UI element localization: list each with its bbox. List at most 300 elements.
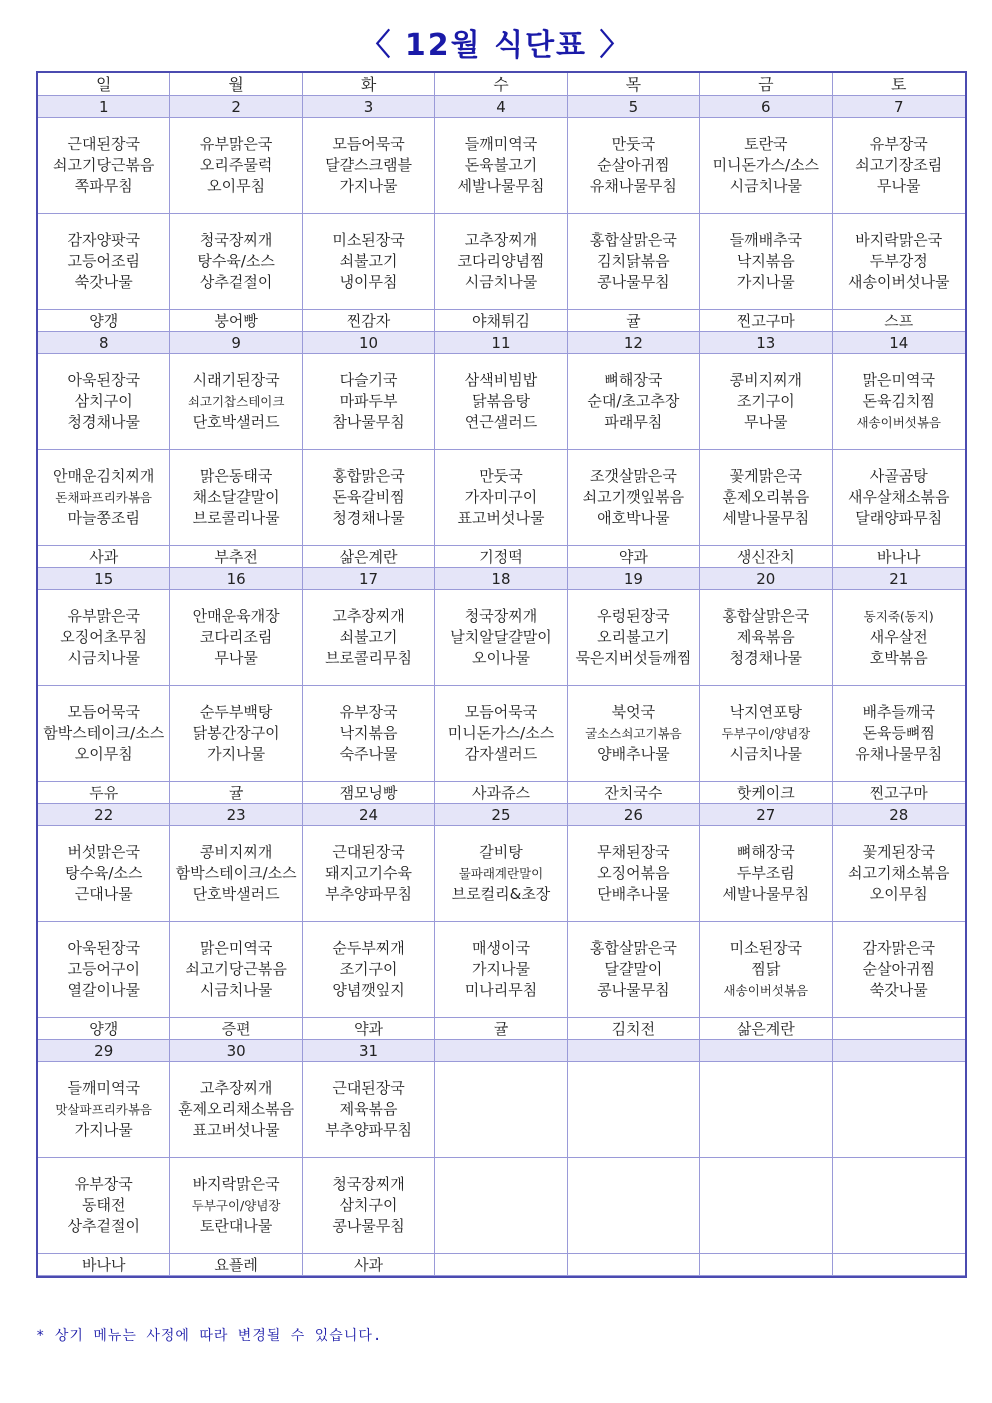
snack-cell — [568, 1254, 700, 1276]
menu-item: 모듬어묵국 — [67, 703, 140, 721]
menu-item: 시금치나물 — [729, 745, 803, 763]
snack-row — [38, 1254, 965, 1276]
weekday-header: 일 — [38, 73, 170, 96]
menu-item: 돈육등뼈찜 — [862, 724, 935, 742]
date-cell — [700, 1040, 832, 1062]
snack-cell: 양갱 — [38, 1018, 170, 1040]
lunch-cell — [568, 1062, 700, 1158]
menu-item: 순두부백탕 — [199, 703, 273, 721]
menu-item: 단호박샐러드 — [192, 413, 280, 431]
snack-cell: 찐감자 — [303, 310, 435, 332]
snack-cell: 약과 — [568, 546, 700, 568]
dinner-cell — [38, 922, 170, 1018]
snack-cell: 기정떡 — [435, 546, 567, 568]
menu-item: 상추겉절이 — [199, 273, 273, 291]
menu-item: 돼지고기수육 — [325, 864, 413, 882]
lunch-cell — [303, 590, 435, 686]
lunch-row — [38, 118, 965, 214]
date-cell: 5 — [568, 96, 700, 118]
menu-item: 오이나물 — [471, 649, 530, 667]
weekday-header-row — [38, 73, 965, 96]
date-cell: 28 — [833, 804, 965, 826]
menu-item: 냉이무침 — [339, 273, 398, 291]
lunch-cell — [303, 1062, 435, 1158]
menu-item: 채소달걀말이 — [192, 488, 280, 506]
menu-item: 오징어볶음 — [597, 864, 670, 882]
menu-item: 부추양파무침 — [325, 1121, 413, 1139]
menu-item: 조기구이 — [736, 392, 795, 410]
menu-item: 뼈해장국 — [604, 371, 663, 389]
menu-item: 맑은미역국 — [862, 371, 935, 389]
menu-item: 새송이버섯나물 — [848, 273, 950, 291]
menu-item: 토란대나물 — [199, 1217, 273, 1235]
menu-item: 안매운김치찌개 — [52, 467, 155, 485]
menu-item: 들깨배추국 — [729, 231, 803, 249]
menu-item: 닭볶음탕 — [471, 392, 530, 410]
menu-item: 두부조림 — [736, 864, 795, 882]
menu-item: 쇠고기당근볶음 — [52, 156, 155, 174]
menu-item: 안매운육개장 — [192, 607, 280, 625]
menu-item: 미니돈가스/소스 — [712, 156, 820, 174]
menu-item: 청국장찌개 — [332, 1175, 405, 1193]
dinner-row — [38, 1158, 965, 1254]
lunch-cell — [568, 590, 700, 686]
lunch-cell — [170, 354, 302, 450]
menu-item: 만둣국 — [479, 467, 523, 485]
date-cell: 23 — [170, 804, 302, 826]
menu-item: 찜닭 — [751, 960, 781, 978]
menu-item: 훈제오리볶음 — [722, 488, 810, 506]
menu-item: 순두부찌개 — [332, 939, 405, 957]
date-cell: 16 — [170, 568, 302, 590]
lunch-cell — [833, 590, 965, 686]
lunch-cell — [170, 1062, 302, 1158]
menu-item: 오리주물럭 — [199, 156, 273, 174]
menu-item: 낙지볶음 — [339, 724, 398, 742]
menu-item: 미니돈가스/소스 — [447, 724, 555, 742]
weekday-header: 월 — [170, 73, 302, 96]
menu-item: 쇠고기채소볶음 — [848, 864, 950, 882]
date-row — [38, 1040, 965, 1062]
snack-cell: 찐고구마 — [833, 782, 965, 804]
dinner-row — [38, 922, 965, 1018]
lunch-cell — [170, 826, 302, 922]
menu-item: 두부구이/양념장 — [721, 726, 811, 741]
menu-item: 달걀말이 — [604, 960, 663, 978]
menu-item: 순대/초고추장 — [587, 392, 680, 410]
menu-item: 바지락맑은국 — [192, 1175, 280, 1193]
date-cell: 24 — [303, 804, 435, 826]
dinner-cell — [303, 686, 435, 782]
menu-item: 세발나물무침 — [722, 509, 810, 527]
menu-item: 쇠고기깻잎볶음 — [582, 488, 685, 506]
menu-item: 동지죽(동지) — [863, 609, 934, 624]
menu-item: 가지나물 — [207, 745, 266, 763]
menu-item: 파래무침 — [604, 413, 663, 431]
snack-cell: 김치전 — [568, 1018, 700, 1040]
dinner-cell — [303, 1158, 435, 1254]
dinner-cell — [435, 450, 567, 546]
menu-item: 양념깻잎지 — [332, 981, 405, 999]
menu-item: 단호박샐러드 — [192, 885, 280, 903]
lunch-cell — [38, 118, 170, 214]
dinner-cell — [435, 1158, 567, 1254]
menu-item: 달래양파무침 — [855, 509, 943, 527]
menu-item: 마늘쫑조림 — [67, 509, 140, 527]
snack-cell: 귤 — [170, 782, 302, 804]
menu-item: 만둣국 — [611, 135, 656, 153]
footnote: * 상기 메뉴는 사정에 따라 변경될 수 있습니다. — [36, 1328, 383, 1344]
menu-item: 세발나물무침 — [722, 885, 810, 903]
lunch-cell — [833, 354, 965, 450]
menu-item: 홍합살맑은국 — [589, 939, 677, 957]
lunch-cell — [568, 826, 700, 922]
menu-item: 미소된장국 — [332, 231, 405, 249]
menu-item: 콩나물무침 — [597, 981, 670, 999]
menu-item: 가자미구이 — [464, 488, 538, 506]
lunch-cell — [303, 354, 435, 450]
weekday-header: 화 — [303, 73, 435, 96]
date-cell: 27 — [700, 804, 832, 826]
snack-cell: 스프 — [833, 310, 965, 332]
date-cell: 13 — [700, 332, 832, 354]
menu-item: 청경채나물 — [729, 649, 803, 667]
menu-item: 상추겉절이 — [67, 1217, 140, 1235]
weekday-header: 토 — [833, 73, 965, 96]
menu-item: 홍합살맑은국 — [589, 231, 677, 249]
menu-item: 무나물 — [214, 649, 258, 667]
menu-item: 쪽파무침 — [74, 177, 133, 195]
snack-cell: 바나나 — [833, 546, 965, 568]
menu-item: 맑은미역국 — [199, 939, 273, 957]
menu-item: 부추양파무침 — [325, 885, 413, 903]
date-cell: 6 — [700, 96, 832, 118]
menu-item: 고등어조림 — [67, 252, 140, 270]
date-cell: 18 — [435, 568, 567, 590]
snack-cell: 붕어빵 — [170, 310, 302, 332]
menu-item: 조갯살맑은국 — [589, 467, 677, 485]
snack-row — [38, 1018, 965, 1040]
dinner-cell — [833, 922, 965, 1018]
menu-item: 굴소스쇠고기볶음 — [585, 726, 682, 741]
menu-item: 달걀스크램블 — [325, 156, 413, 174]
menu-item: 동태전 — [81, 1196, 126, 1214]
menu-item: 콩비지찌개 — [729, 371, 803, 389]
menu-item: 모듬어묵국 — [332, 135, 405, 153]
lunch-cell — [303, 118, 435, 214]
menu-item: 오이무침 — [869, 885, 928, 903]
lunch-cell — [435, 826, 567, 922]
dinner-cell — [170, 214, 302, 310]
dinner-cell — [435, 686, 567, 782]
dinner-cell — [700, 922, 832, 1018]
weekday-header: 목 — [568, 73, 700, 96]
menu-item: 묵은지버섯들깨찜 — [575, 649, 692, 667]
lunch-cell — [833, 118, 965, 214]
menu-item: 삼색비빔밥 — [464, 371, 538, 389]
menu-item: 미소된장국 — [729, 939, 803, 957]
menu-item: 콩나물무침 — [597, 273, 670, 291]
dinner-row — [38, 686, 965, 782]
menu-item: 삼치구이 — [339, 1196, 398, 1214]
snack-cell — [435, 1254, 567, 1276]
menu-item: 오리불고기 — [597, 628, 670, 646]
menu-item: 감자샐러드 — [464, 745, 538, 763]
menu-item: 고추장찌개 — [464, 231, 538, 249]
snack-cell: 두유 — [38, 782, 170, 804]
snack-cell: 생신잔치 — [700, 546, 832, 568]
date-row — [38, 332, 965, 354]
menu-item: 새송이버섯볶음 — [856, 415, 941, 430]
dinner-cell — [833, 214, 965, 310]
dinner-cell — [38, 1158, 170, 1254]
menu-item: 유채나물무침 — [589, 177, 677, 195]
lunch-cell — [435, 590, 567, 686]
snack-cell: 약과 — [303, 1018, 435, 1040]
menu-item: 삼치구이 — [74, 392, 133, 410]
menu-item: 시금치나물 — [729, 177, 803, 195]
menu-item: 가지나물 — [736, 273, 795, 291]
menu-item: 순살아귀찜 — [597, 156, 670, 174]
lunch-cell — [303, 826, 435, 922]
dinner-cell — [833, 1158, 965, 1254]
menu-item: 유채나물무침 — [855, 745, 943, 763]
snack-cell: 사과쥬스 — [435, 782, 567, 804]
menu-item: 무채된장국 — [597, 843, 670, 861]
menu-item: 청경채나물 — [67, 413, 140, 431]
date-cell: 30 — [170, 1040, 302, 1062]
menu-item: 숙주나물 — [339, 745, 398, 763]
menu-item: 코다리양념찜 — [457, 252, 545, 270]
menu-item: 시금치나물 — [464, 273, 538, 291]
menu-item: 오이무침 — [74, 745, 133, 763]
snack-cell: 삶은계란 — [303, 546, 435, 568]
menu-item: 근대된장국 — [332, 843, 405, 861]
menu-item: 콩비지찌개 — [199, 843, 273, 861]
lunch-row — [38, 590, 965, 686]
snack-cell: 증편 — [170, 1018, 302, 1040]
menu-item: 돈육불고기 — [464, 156, 538, 174]
menu-item: 미나리무침 — [464, 981, 538, 999]
menu-item: 다슬기국 — [339, 371, 398, 389]
menu-item: 단배추나물 — [597, 885, 670, 903]
menu-item: 무나물 — [877, 177, 921, 195]
date-cell: 10 — [303, 332, 435, 354]
date-cell: 21 — [833, 568, 965, 590]
menu-item: 가지나물 — [339, 177, 398, 195]
date-cell: 22 — [38, 804, 170, 826]
date-cell: 25 — [435, 804, 567, 826]
menu-item: 근대나물 — [74, 885, 133, 903]
date-cell: 1 — [38, 96, 170, 118]
snack-cell: 요플레 — [170, 1254, 302, 1276]
menu-item: 쇠고기당근볶음 — [185, 960, 287, 978]
menu-item: 훈제오리채소볶음 — [178, 1100, 295, 1118]
lunch-cell — [170, 590, 302, 686]
lunch-row — [38, 826, 965, 922]
lunch-cell — [435, 118, 567, 214]
menu-item: 함박스테이크/소스 — [175, 864, 297, 882]
menu-item: 매생이국 — [471, 939, 530, 957]
menu-item: 유부장국 — [339, 703, 398, 721]
menu-item: 쇠고기찹스테이크 — [187, 394, 285, 409]
menu-item: 아욱된장국 — [67, 939, 140, 957]
menu-item: 제육볶음 — [736, 628, 795, 646]
snack-cell: 잼모닝빵 — [303, 782, 435, 804]
menu-item: 쇠불고기 — [339, 628, 398, 646]
menu-item: 가지나물 — [471, 960, 530, 978]
snack-cell: 삶은계란 — [700, 1018, 832, 1040]
lunch-cell — [38, 354, 170, 450]
lunch-cell — [38, 590, 170, 686]
menu-item: 토란국 — [744, 135, 788, 153]
date-row — [38, 568, 965, 590]
snack-row — [38, 782, 965, 804]
menu-table — [36, 71, 967, 1278]
dinner-cell — [170, 686, 302, 782]
dinner-cell — [568, 450, 700, 546]
dinner-cell — [568, 922, 700, 1018]
menu-item: 애호박나물 — [597, 509, 670, 527]
date-cell: 14 — [833, 332, 965, 354]
menu-item: 청경채나물 — [332, 509, 405, 527]
menu-item: 양배추나물 — [597, 745, 670, 763]
menu-item: 호박볶음 — [869, 649, 928, 667]
menu-item: 시금치나물 — [67, 649, 140, 667]
snack-cell: 잔치국수 — [568, 782, 700, 804]
date-cell: 17 — [303, 568, 435, 590]
lunch-cell — [833, 1062, 965, 1158]
menu-item: 브로콜리무침 — [325, 649, 413, 667]
menu-item: 콩나물무침 — [332, 1217, 405, 1235]
menu-item: 가지나물 — [74, 1121, 133, 1139]
snack-cell: 바나나 — [38, 1254, 170, 1276]
date-cell: 20 — [700, 568, 832, 590]
lunch-row — [38, 354, 965, 450]
date-cell: 8 — [38, 332, 170, 354]
menu-item: 갈비탕 — [479, 843, 523, 861]
page-title: 〈 12월 식단표 〉 — [360, 28, 632, 63]
menu-item: 두부구이/양념장 — [191, 1198, 281, 1213]
date-cell: 7 — [833, 96, 965, 118]
snack-row — [38, 310, 965, 332]
menu-item: 쑥갓나물 — [74, 273, 133, 291]
menu-item: 브로컬리&초장 — [451, 885, 551, 903]
lunch-cell — [700, 354, 832, 450]
date-cell: 15 — [38, 568, 170, 590]
menu-item: 홍합살맑은국 — [722, 607, 810, 625]
menu-item: 근대된장국 — [67, 135, 140, 153]
menu-item: 물파래계란말이 — [458, 866, 544, 881]
menu-item: 사골곰탕 — [869, 467, 928, 485]
date-cell — [435, 1040, 567, 1062]
menu-item: 유부맑은국 — [67, 607, 140, 625]
snack-cell: 부추전 — [170, 546, 302, 568]
menu-item: 참나물무침 — [332, 413, 405, 431]
menu-item: 들깨미역국 — [67, 1079, 140, 1097]
menu-item: 근대된장국 — [332, 1079, 405, 1097]
menu-item: 들깨미역국 — [464, 135, 538, 153]
menu-item: 새우살채소볶음 — [848, 488, 950, 506]
dinner-cell — [833, 450, 965, 546]
menu-item: 맛살파프리카볶음 — [55, 1102, 153, 1117]
lunch-cell — [435, 1062, 567, 1158]
dinner-cell — [170, 1158, 302, 1254]
menu-item: 무나물 — [744, 413, 788, 431]
menu-item: 맑은동태국 — [199, 467, 273, 485]
date-cell: 31 — [303, 1040, 435, 1062]
dinner-cell — [170, 922, 302, 1018]
date-cell: 19 — [568, 568, 700, 590]
date-cell: 3 — [303, 96, 435, 118]
lunch-row — [38, 1062, 965, 1158]
menu-item: 돈육갈비찜 — [332, 488, 405, 506]
lunch-cell — [435, 354, 567, 450]
date-cell: 2 — [170, 96, 302, 118]
menu-item: 김치닭볶음 — [597, 252, 670, 270]
lunch-cell — [700, 1062, 832, 1158]
menu-item: 쇠고기장조림 — [855, 156, 943, 174]
snack-row — [38, 546, 965, 568]
weekday-header: 수 — [435, 73, 567, 96]
dinner-cell — [568, 686, 700, 782]
weekday-header: 금 — [700, 73, 832, 96]
menu-item: 새우살전 — [869, 628, 928, 646]
lunch-cell — [568, 118, 700, 214]
menu-item: 시래기된장국 — [192, 371, 280, 389]
snack-cell: 찐고구마 — [700, 310, 832, 332]
menu-item: 고등어구이 — [67, 960, 140, 978]
date-cell: 11 — [435, 332, 567, 354]
menu-item: 돈채파프리카볶음 — [55, 490, 153, 505]
menu-item: 고추장찌개 — [332, 607, 405, 625]
menu-item: 쇠불고기 — [339, 252, 398, 270]
lunch-cell — [700, 826, 832, 922]
menu-item: 탕수육/소스 — [197, 252, 275, 270]
lunch-cell — [170, 118, 302, 214]
snack-cell: 양갱 — [38, 310, 170, 332]
lunch-cell — [568, 354, 700, 450]
menu-item: 청국장찌개 — [199, 231, 273, 249]
menu-item: 조기구이 — [339, 960, 398, 978]
date-cell — [833, 1040, 965, 1062]
menu-item: 날치알달걀말이 — [450, 628, 552, 646]
dinner-cell — [700, 1158, 832, 1254]
menu-item: 유부장국 — [74, 1175, 133, 1193]
menu-item: 마파두부 — [339, 392, 398, 410]
menu-item: 꽃게된장국 — [862, 843, 935, 861]
dinner-cell — [38, 450, 170, 546]
menu-item: 아욱된장국 — [67, 371, 140, 389]
menu-item: 오징어초무침 — [60, 628, 148, 646]
menu-item: 유부맑은국 — [199, 135, 273, 153]
dinner-row — [38, 450, 965, 546]
menu-item: 모듬어묵국 — [464, 703, 538, 721]
dinner-cell — [833, 686, 965, 782]
menu-item: 감자맑은국 — [862, 939, 935, 957]
date-cell: 29 — [38, 1040, 170, 1062]
menu-item: 우렁된장국 — [597, 607, 670, 625]
menu-item: 두부강정 — [869, 252, 928, 270]
lunch-cell — [38, 826, 170, 922]
menu-item: 오이무침 — [207, 177, 266, 195]
menu-item: 꽃게맑은국 — [729, 467, 803, 485]
menu-item: 홍합맑은국 — [332, 467, 405, 485]
menu-item: 새송이버섯볶음 — [723, 983, 809, 998]
menu-item: 바지락맑은국 — [855, 231, 943, 249]
date-cell: 12 — [568, 332, 700, 354]
menu-item: 표고버섯나물 — [457, 509, 545, 527]
